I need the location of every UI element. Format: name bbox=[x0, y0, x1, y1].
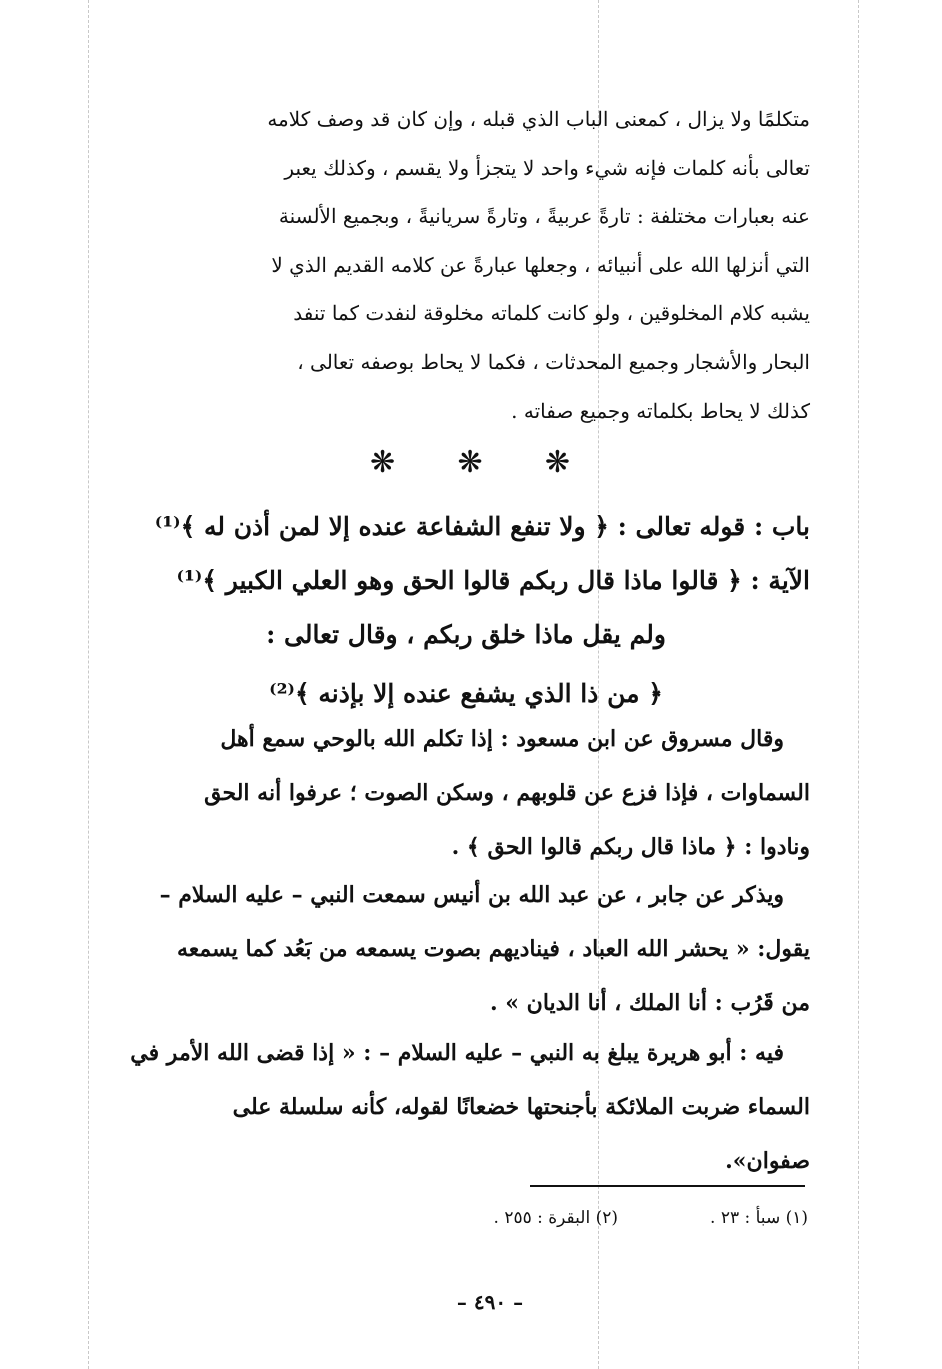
star-ornament-icon: ❋ bbox=[544, 445, 570, 480]
star-ornament-icon: ❋ bbox=[457, 445, 483, 480]
scan-guide-line bbox=[858, 0, 859, 1369]
text-line: ويذكر عن جابر ، عن عبد الله بن أنيس سمعت النبي – عليه السلام – bbox=[159, 882, 784, 908]
page-number: – ٤٩٠ – bbox=[456, 1290, 524, 1314]
paragraph-3 bbox=[122, 868, 810, 1030]
text-line: يشبه كلام المخلوقين ، ولو كانت كلماته مخلوقة لنفدت كما تنفد bbox=[293, 301, 810, 326]
text-line: عنه بعبارات مختلفة : تارةً عربيةً ، وتارةً سريانيةً ، وبجميع الألسنة bbox=[278, 204, 810, 229]
text-line: فيه : أبو هريرة يبلغ به النبي – عليه السلام – : « إذا قضى الله الأمر في bbox=[130, 1040, 784, 1066]
text-line: صفوان». bbox=[725, 1148, 810, 1174]
text-line: من قَرُب : أنا الملك ، أنا الديان » . bbox=[489, 990, 810, 1016]
text-line: السماوات ، فإذا فزع عن قلوبهم ، وسكن الصوت ؛ عرفوا أنه الحق bbox=[204, 780, 810, 806]
text-line: البحار والأشجار وجميع المحدثات ، فكما لا يحاط بوصفه تعالى ، bbox=[297, 349, 810, 374]
text-line: السماء ضربت الملائكة بأجنحتها خضعانًا لقوله، كأنه سلسلة على bbox=[232, 1094, 810, 1120]
text-line: تعالى بأنه كلمات فإنه شيء واحد لا يتجزأ ولا يقسم ، وكذلك يعبر bbox=[284, 155, 810, 180]
chapter-heading bbox=[122, 500, 810, 726]
text-line: التي أنزلها الله على أنبيائه ، وجعلها عبارةً عن كلامه القديم الذي لا bbox=[271, 252, 810, 277]
paragraph-1 bbox=[122, 95, 810, 435]
text-line: كذلك لا يحاط بكلماته وجميع صفاته . bbox=[511, 398, 810, 423]
text-line: متكلمًا ولا يزال ، كمعنى الباب الذي قبله ، وإن كان قد وصف كلامه bbox=[267, 107, 810, 131]
paragraph-4 bbox=[122, 1026, 810, 1188]
chapter-heading-line: ﴿ من ذا الذي يشفع عنده إلا بإذنه ﴾⁽²⁾ bbox=[269, 679, 663, 708]
footnote-1: (١) سبأ : ٢٣ . bbox=[710, 1208, 808, 1228]
footnote-divider bbox=[530, 1185, 805, 1187]
chapter-heading-line: ولم يقل ماذا خلق ربكم ، وقال تعالى : bbox=[266, 620, 666, 649]
footnotes bbox=[360, 1208, 808, 1228]
text-line: وقال مسروق عن ابن مسعود : إذا تكلم الله بالوحي سمع أهل bbox=[220, 726, 784, 752]
footnote-2: (٢) البقرة : ٢٥٥ . bbox=[493, 1208, 618, 1228]
text-line: ونادوا : ﴿ ماذا قال ربكم قالوا الحق ﴾ . bbox=[451, 834, 810, 860]
star-ornament-icon: ❋ bbox=[370, 445, 396, 480]
section-separator bbox=[370, 445, 570, 480]
chapter-heading-line: باب : قوله تعالى : ﴿ ولا تنفع الشفاعة عنده إلا لمن أذن له ﴾⁽¹⁾ bbox=[154, 512, 810, 541]
paragraph-2 bbox=[122, 712, 810, 874]
scan-guide-line bbox=[88, 0, 89, 1369]
chapter-heading-line: الآية : ﴿ قالوا ماذا قال ربكم قالوا الحق وهو العلي الكبير ﴾⁽¹⁾ bbox=[176, 566, 810, 595]
text-line: يقول: « يحشر الله العباد ، فيناديهم بصوت يسمعه من بَعُد كما يسمعه bbox=[177, 936, 810, 962]
